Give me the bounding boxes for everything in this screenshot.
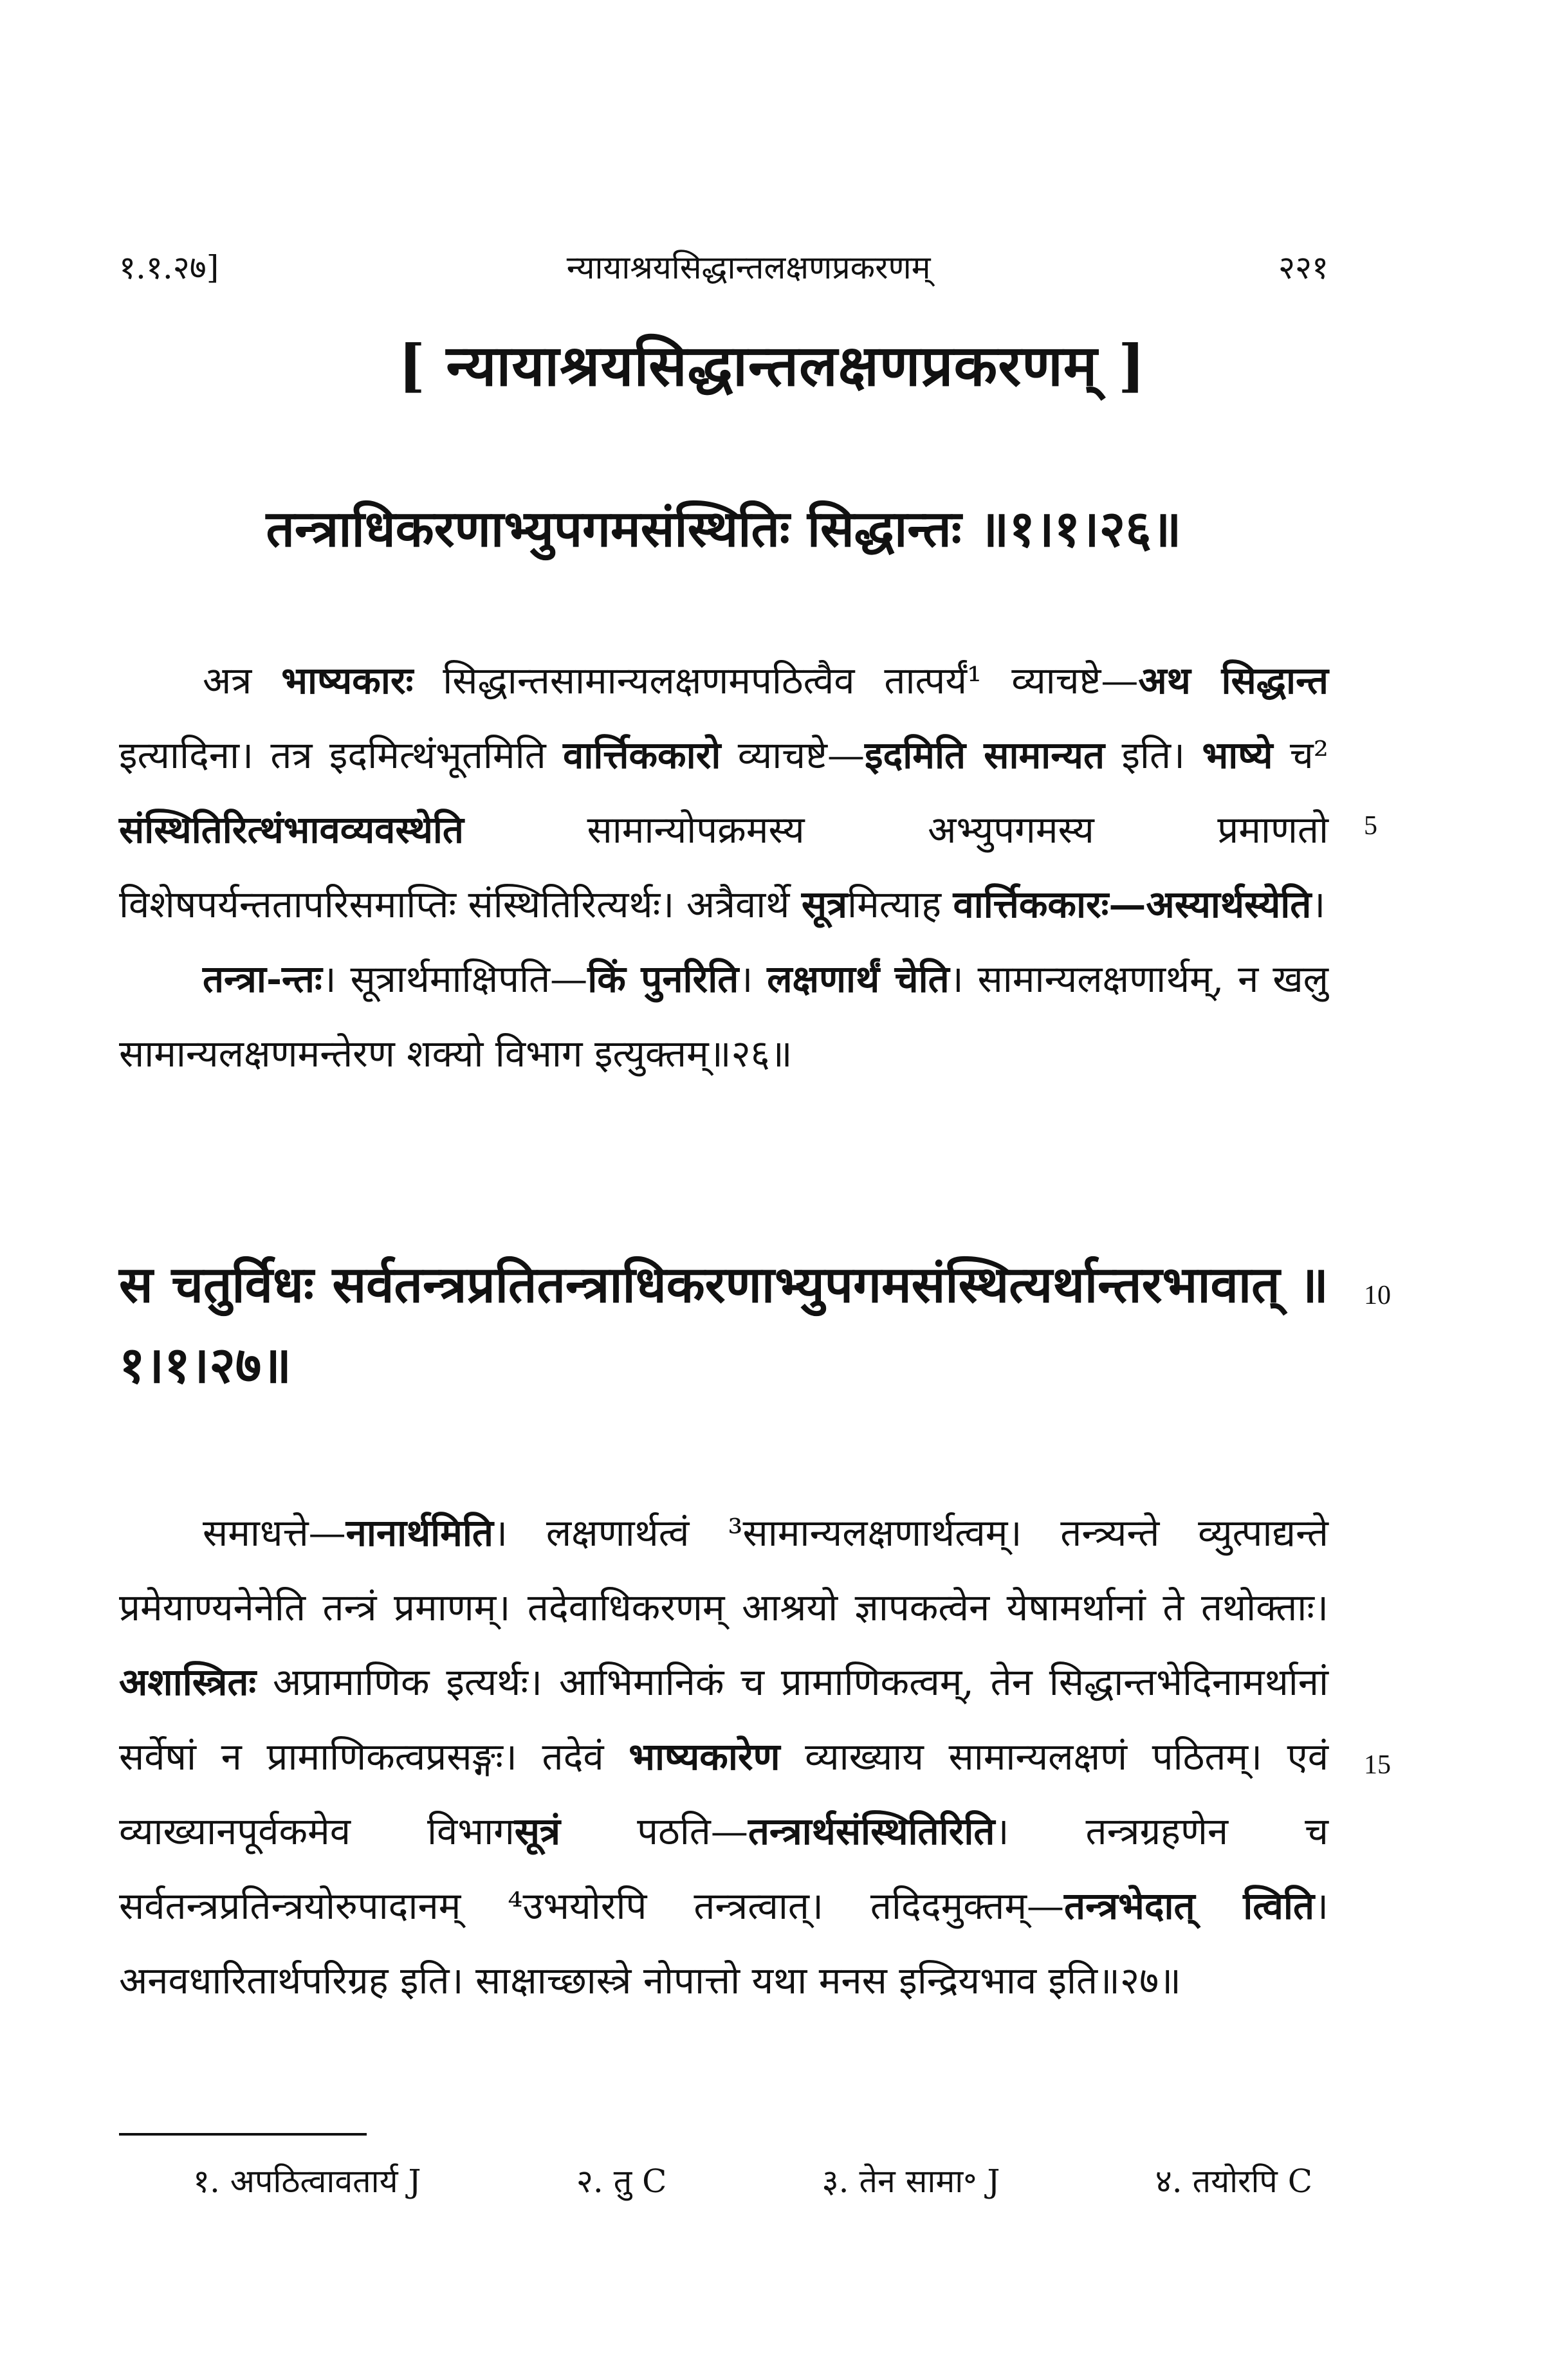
footnote-divider <box>119 2133 367 2136</box>
footnote: २. तु C <box>576 2163 667 2200</box>
running-header <box>119 244 1328 288</box>
header-chapter-title: न्यायाश्रयसिद्धान्तलक्षणप्रकरणम् <box>566 249 931 286</box>
commentary-paragraph-2 <box>119 1496 1328 2018</box>
line-number: 10 <box>1364 1281 1391 1310</box>
footnote: १. अपठित्वावतार्य J <box>193 2163 421 2200</box>
footnote: ४. तयोरपि C <box>1155 2163 1312 2200</box>
commentary-text: तन्त्रा-न्तः। सूत्रार्थमाक्षिपति—किं पुनरिति। लक्षणार्थं चेति। सामान्यलक्षणार्थम्, न खलु सामान्यलक्षणमन्तेरण शक्यो विभाग इत्युक्तम्॥२६॥ <box>119 957 1328 1076</box>
commentary-text: समाधत्ते—नानार्थमिति। लक्षणार्थत्वं ³सामान्यलक्षणार्थत्वम्। तन्त्र्यन्ते व्युत्पाद्यन्ते प्रमेयाण्यनेनेति तन्त्रं प्रमाणम्। तदेवाधिकरणम् आश्रयो ज्ञापकत्वेन येषामर्थानां ते तथोक्ताः। अशास्त्रितः अप्रामाणिक इत्यर्थः। आभिमानिकं च प्रामाणिकत्वम्, तेन सिद्धान्तभेदिनामर्थानां सर्वेषां न प्रामाणिकत्वप्रसङ्गः। तदेवं भाष्यकारेण व्याख्याय सामान्यलक्षणं पठितम्। एवं व्याख्यानपूर्वकमेव विभागसूत्रं पठति—तन्त्रार्थसंस्थितिरिति। तन्त्रग्रहणेन च सर्वतन्त्रप्रतिन्त्रयोरुपादानम् ⁴उभयोरपि तन्त्रत्वात्। तदिदमुक्तम्—तन्त्रभेदात् त्विति। अनवधारितार्थपरिग्रह इति। साक्षाच्छास्त्रे नोपात्तो यथा मनस इन्द्रियभाव इति॥२७॥ <box>119 1511 1329 2002</box>
line-number: 5 <box>1364 811 1377 841</box>
footnote: ३. तेन सामा॰ J <box>822 2163 1000 2200</box>
sutra-1-27: स चतुर्विधः सर्वतन्त्रप्रतितन्त्राधिकरणाभ्युपगमसंस्थित्यर्थान्तरभावात् ॥१।१।२७॥ <box>119 1256 1328 1395</box>
section-title: [ न्यायाश्रयसिद्धान्तलक्षणप्रकरणम् ] <box>398 332 1146 399</box>
commentary-text: अत्र भाष्यकारः सिद्धान्तसामान्यलक्षणमपठित्वैव तात्पर्यं¹ व्याचष्टे—अथ सिद्धान्त इत्यादिना। तत्र इदमित्थंभूतमिति वार्त्तिककारो व्याचष्टे—इदमिति सामान्यत इति। भाष्ये च² संस्थितिरित्थंभावव्यवस्थेति सामान्योपक्रमस्य अभ्युपगमस्य प्रमाणतो विशेषपर्यन्ततापरिसमाप्तिः संस्थितिरित्यर्थः। अत्रैवार्थे सूत्रमित्याह वार्त्तिककारः—अस्यार्थस्येति। <box>119 659 1328 926</box>
header-page-number: २२१ <box>1278 249 1328 286</box>
header-verse-ref: १.१.२७] <box>119 249 219 286</box>
footnotes <box>193 2158 1312 2202</box>
commentary-paragraph-1 <box>119 643 1328 1091</box>
sutra-1-26: तन्त्राधिकरणाभ्युपगमसंस्थितिः सिद्धान्तः ॥१।१।२६॥ <box>266 500 1182 558</box>
line-number: 15 <box>1364 1750 1391 1780</box>
